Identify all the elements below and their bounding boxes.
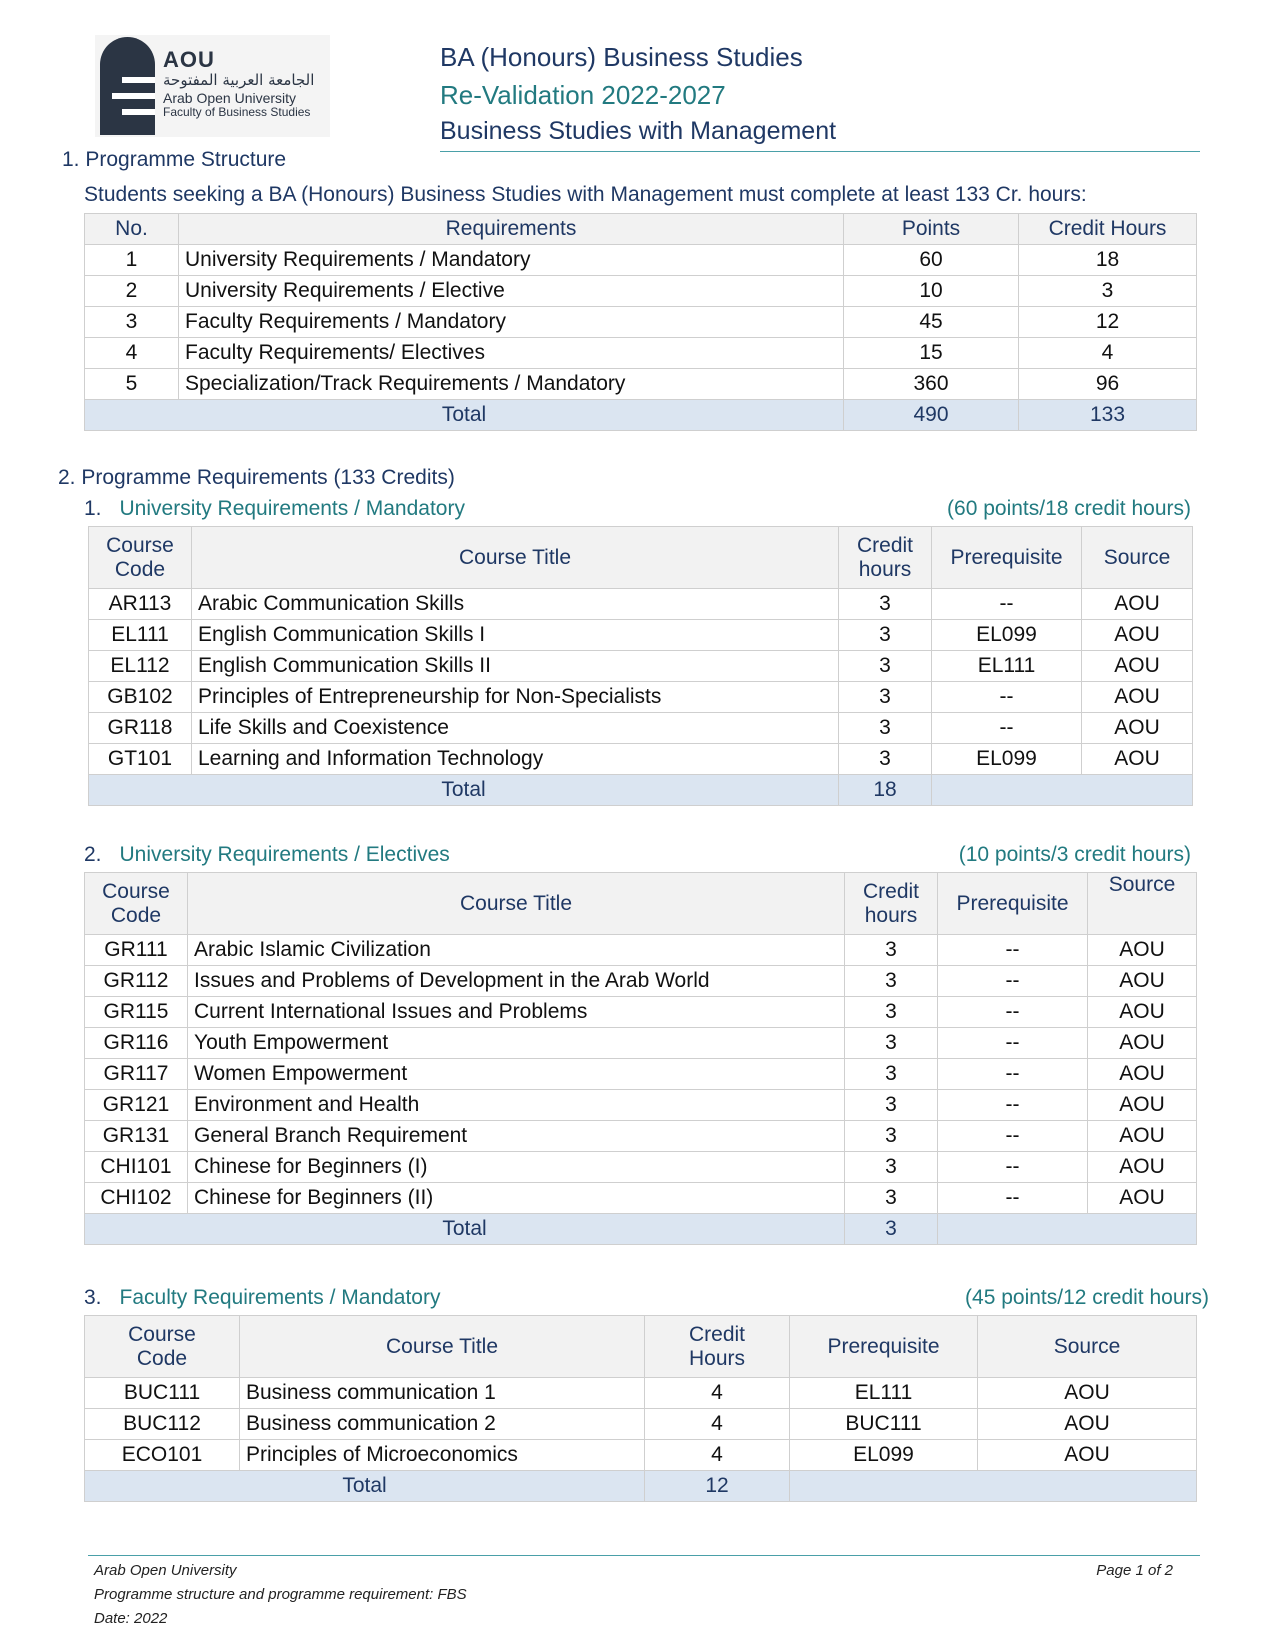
total-label: Total [89,775,839,806]
subsection-1-number: 1. [84,497,102,520]
source: AOU [1082,682,1193,713]
table-row [85,966,1197,997]
table-row [85,1183,1197,1214]
table-row [85,997,1197,1028]
source: AOU [1088,1152,1197,1183]
footer-divider [88,1555,1200,1556]
source: AOU [1088,1121,1197,1152]
credit-hours: 3 [845,997,938,1028]
credit-hours: 3 [845,966,938,997]
col-header-course-code: Course Code [85,873,188,935]
course-code: BUC111 [85,1378,240,1409]
total-empty-cell [938,1214,1197,1245]
credit-hours: 4 [645,1409,790,1440]
course-title: Youth Empowerment [188,1028,845,1059]
course-title: Chinese for Beginners (II) [188,1183,845,1214]
col-header-course-title: Course Title [188,873,845,935]
col-header-prerequisite: Prerequisite [790,1316,978,1378]
credit-hours: 3 [845,1028,938,1059]
document-title: BA (Honours) Business Studies [440,42,803,72]
credit-hours: 3 [839,620,932,651]
total-label: Total [85,1471,645,1502]
logo-faculty: Faculty of Business Studies [163,104,311,119]
source: AOU [1088,1090,1197,1121]
subsection-3-heading [84,1286,440,1310]
course-title: English Communication Skills II [192,651,839,682]
row-points: 15 [844,338,1019,369]
table-row [85,369,1197,400]
prerequisite: EL111 [932,651,1082,682]
prerequisite: -- [932,713,1082,744]
credit-hours: 4 [645,1440,790,1471]
course-code: BUC112 [85,1409,240,1440]
prerequisite: EL111 [790,1378,978,1409]
credit-hours: 3 [845,1183,938,1214]
source: AOU [978,1378,1197,1409]
table-header-row [89,527,1193,589]
prerequisite: -- [938,1028,1088,1059]
footer-university: Arab Open University [94,1562,237,1579]
credit-hours: 3 [839,682,932,713]
subsection-2-title: University Requirements / Electives [119,843,450,866]
subsection-3-number: 3. [84,1286,102,1309]
table-row [89,589,1193,620]
programme-structure-table [84,213,1197,431]
table-row [89,651,1193,682]
table-row [85,338,1197,369]
row-points: 45 [844,307,1019,338]
table-header-row [85,1316,1197,1378]
total-row [85,1471,1197,1502]
footer-page-number: Page 1 of 2 [1096,1562,1173,1579]
course-title: Learning and Information Technology [192,744,839,775]
credit-hours: 3 [839,744,932,775]
course-code: GR118 [89,713,192,744]
source: AOU [1088,1028,1197,1059]
row-hours: 96 [1019,369,1197,400]
prerequisite: -- [938,997,1088,1028]
course-code: GR121 [85,1090,188,1121]
total-hours: 3 [845,1214,938,1245]
subsection-1-heading [84,497,465,521]
section-1-heading: 1. Programme Structure [62,148,287,171]
row-requirement: University Requirements / Elective [179,276,844,307]
prerequisite: EL099 [932,744,1082,775]
col-header-prerequisite: Prerequisite [932,527,1082,589]
source: AOU [978,1440,1197,1471]
credit-hours: 4 [645,1378,790,1409]
prerequisite: -- [938,935,1088,966]
university-logo [95,35,330,137]
credit-hours: 3 [845,1121,938,1152]
course-code: GR117 [85,1059,188,1090]
total-hours: 18 [839,775,932,806]
col-header-no: No. [85,214,179,245]
col-header-course-code: Course Code [89,527,192,589]
col-header-credit-hours: Credit Hours [1019,214,1197,245]
source: AOU [1082,713,1193,744]
table-row [85,1152,1197,1183]
course-title: Environment and Health [188,1090,845,1121]
footer-document: Programme structure and programme requirement: FBS [94,1586,467,1603]
credit-hours: 3 [839,713,932,744]
col-header-points: Points [844,214,1019,245]
table-row [85,1409,1197,1440]
row-requirement: University Requirements / Mandatory [179,245,844,276]
row-no: 5 [85,369,179,400]
table-row [85,935,1197,966]
col-header-credit-hours: Credit hours [845,873,938,935]
row-no: 4 [85,338,179,369]
revalidation-period: Re-Validation 2022-2027 [440,80,726,110]
col-header-course-title: Course Title [192,527,839,589]
subsection-3-points: (45 points/12 credit hours) [965,1286,1209,1309]
course-title: Business communication 1 [240,1378,645,1409]
col-header-source: Source [1088,873,1197,935]
table-header-row [85,873,1197,935]
logo-english-name: Arab Open University [163,89,297,106]
subsection-2-number: 2. [84,843,102,866]
course-title: Chinese for Beginners (I) [188,1152,845,1183]
course-title: Current International Issues and Problems [188,997,845,1028]
total-row [85,400,1197,431]
logo-abbr: AOU [163,47,215,72]
row-requirement: Faculty Requirements/ Electives [179,338,844,369]
col-header-course-title: Course Title [240,1316,645,1378]
credit-hours: 3 [845,935,938,966]
subsection-1-title: University Requirements / Mandatory [119,497,465,520]
credit-hours: 3 [839,651,932,682]
total-empty-cell [790,1471,1197,1502]
col-header-course-code: Course Code [85,1316,240,1378]
col-header-requirements: Requirements [179,214,844,245]
prerequisite: -- [938,1059,1088,1090]
footer-date: Date: 2022 [94,1610,168,1627]
source: AOU [1088,966,1197,997]
course-code: GR112 [85,966,188,997]
total-empty-cell [932,775,1193,806]
col-header-credit-hours: Credit Hours [645,1316,790,1378]
logo-arabic-name: الجامعة العربية المفتوحة [163,71,315,90]
table-row [89,744,1193,775]
source: AOU [978,1409,1197,1440]
row-hours: 4 [1019,338,1197,369]
course-code: GR111 [85,935,188,966]
credit-hours: 3 [845,1152,938,1183]
row-no: 2 [85,276,179,307]
source: AOU [1088,997,1197,1028]
header-divider [440,151,1200,152]
subsection-1-points: (60 points/18 credit hours) [947,497,1191,520]
course-title: Issues and Problems of Development in the Arab World [188,966,845,997]
prerequisite: -- [932,589,1082,620]
course-title: General Branch Requirement [188,1121,845,1152]
prerequisite: -- [938,1090,1088,1121]
source: AOU [1082,651,1193,682]
prerequisite: BUC111 [790,1409,978,1440]
table-row [85,1090,1197,1121]
course-code: GT101 [89,744,192,775]
course-code: EL112 [89,651,192,682]
faculty-mandatory-table [84,1315,1197,1502]
table-row [85,245,1197,276]
course-code: ECO101 [85,1440,240,1471]
total-label: Total [85,1214,845,1245]
subsection-2-heading [84,843,450,867]
total-points: 490 [844,400,1019,431]
course-code: GB102 [89,682,192,713]
total-row [85,1214,1197,1245]
course-title: Arabic Communication Skills [192,589,839,620]
course-code: GR131 [85,1121,188,1152]
col-header-source: Source [978,1316,1197,1378]
table-row [89,682,1193,713]
prerequisite: -- [938,966,1088,997]
credit-hours: 3 [845,1090,938,1121]
prerequisite: -- [938,1121,1088,1152]
row-no: 1 [85,245,179,276]
total-row [89,775,1193,806]
course-title: Life Skills and Coexistence [192,713,839,744]
prerequisite: -- [938,1183,1088,1214]
col-header-prerequisite: Prerequisite [938,873,1088,935]
row-points: 360 [844,369,1019,400]
total-label: Total [85,400,844,431]
row-no: 3 [85,307,179,338]
source: AOU [1082,620,1193,651]
row-hours: 12 [1019,307,1197,338]
source: AOU [1082,744,1193,775]
total-hours: 133 [1019,400,1197,431]
source: AOU [1088,1059,1197,1090]
col-header-source: Source [1082,527,1193,589]
row-hours: 3 [1019,276,1197,307]
prerequisite: EL099 [932,620,1082,651]
source: AOU [1088,935,1197,966]
credit-hours: 3 [845,1059,938,1090]
section-2-heading: 2. Programme Requirements (133 Credits) [58,466,455,489]
course-code: GR115 [85,997,188,1028]
subsection-3-title: Faculty Requirements / Mandatory [119,1286,441,1309]
credit-hours: 3 [839,589,932,620]
course-title: Women Empowerment [188,1059,845,1090]
table-row [85,307,1197,338]
university-electives-table [84,872,1197,1245]
total-hours: 12 [645,1471,790,1502]
logo-mark-icon [100,37,155,135]
table-row [89,620,1193,651]
prerequisite: EL099 [790,1440,978,1471]
prerequisite: -- [938,1152,1088,1183]
table-row [85,1028,1197,1059]
section-1-intro: Students seeking a BA (Honours) Business Studies with Management must complete at least 133 Cr. hours: [84,183,1087,206]
prerequisite: -- [932,682,1082,713]
row-requirement: Faculty Requirements / Mandatory [179,307,844,338]
row-points: 10 [844,276,1019,307]
table-row [85,1121,1197,1152]
course-title: Arabic Islamic Civilization [188,935,845,966]
course-title: Business communication 2 [240,1409,645,1440]
row-requirement: Specialization/Track Requirements / Mandatory [179,369,844,400]
table-row [89,713,1193,744]
table-row [85,1059,1197,1090]
course-title: Principles of Microeconomics [240,1440,645,1471]
table-row [85,1378,1197,1409]
table-row [85,276,1197,307]
course-code: GR116 [85,1028,188,1059]
row-points: 60 [844,245,1019,276]
col-header-credit-hours: Credit hours [839,527,932,589]
programme-subtitle: Business Studies with Management [440,117,837,145]
course-code: EL111 [89,620,192,651]
source: AOU [1082,589,1193,620]
subsection-2-points: (10 points/3 credit hours) [958,843,1191,866]
row-hours: 18 [1019,245,1197,276]
course-code: CHI101 [85,1152,188,1183]
table-header-row [85,214,1197,245]
course-code: AR113 [89,589,192,620]
university-mandatory-table [88,526,1193,806]
source: AOU [1088,1183,1197,1214]
table-row [85,1440,1197,1471]
course-title: Principles of Entrepreneurship for Non-Specialists [192,682,839,713]
course-code: CHI102 [85,1183,188,1214]
course-title: English Communication Skills I [192,620,839,651]
